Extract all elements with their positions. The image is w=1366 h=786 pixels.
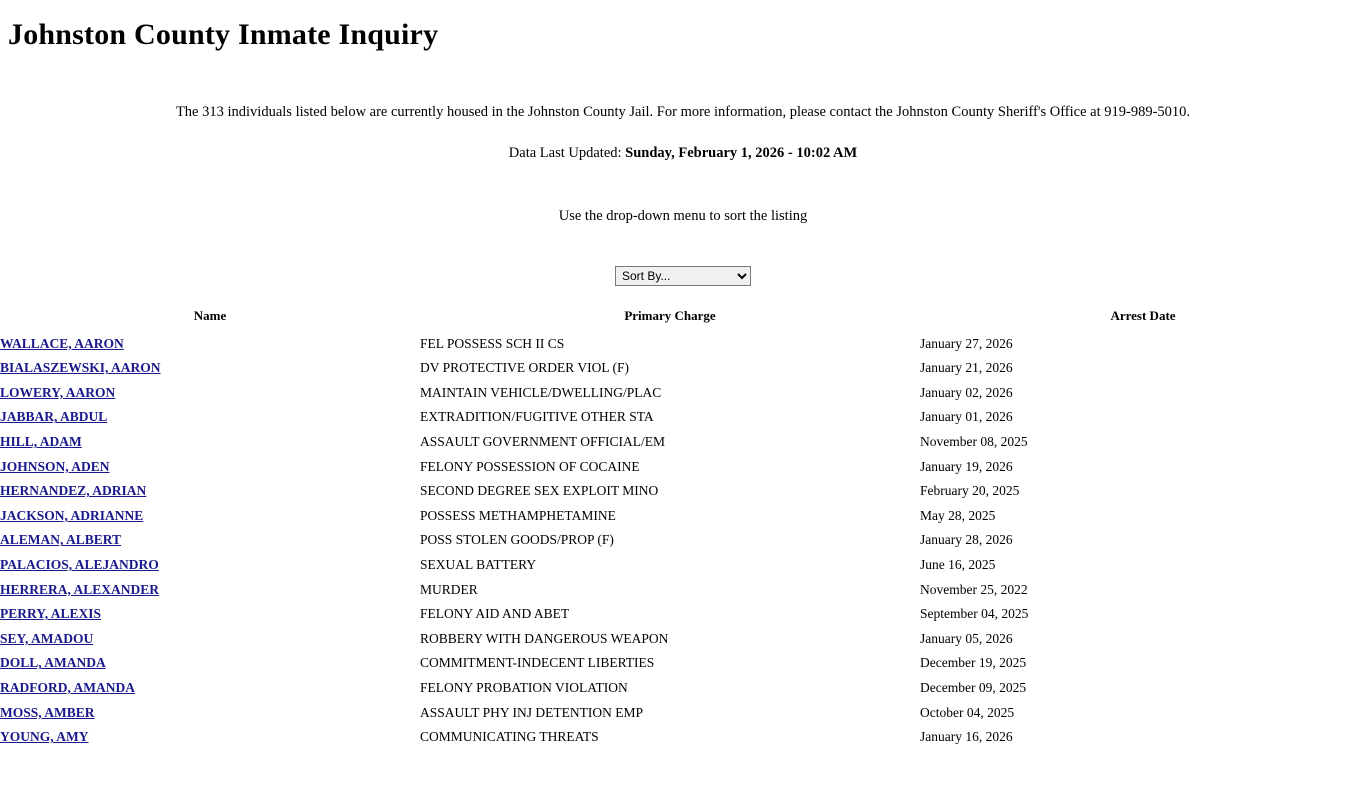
cell-primary-charge: MAINTAIN VEHICLE/DWELLING/PLAC — [420, 384, 662, 400]
cell-arrest-date: June 16, 2025 — [920, 557, 996, 573]
cell-arrest-date: November 25, 2022 — [920, 581, 1028, 597]
page-title: Johnston County Inmate Inquiry — [8, 18, 439, 51]
cell-primary-charge: SEXUAL BATTERY — [420, 557, 537, 573]
cell-primary-charge: SECOND DEGREE SEX EXPLOIT MINO — [420, 483, 659, 499]
inmate-link[interactable]: JOHNSON, ADEN — [0, 458, 110, 474]
cell-arrest-date: October 04, 2025 — [920, 704, 1015, 720]
cell-arrest-date: January 19, 2026 — [920, 458, 1013, 474]
table-row — [0, 700, 1366, 725]
cell-arrest-date: January 16, 2026 — [920, 729, 1013, 745]
inmate-link[interactable]: BIALASZEWSKI, AARON — [0, 360, 161, 376]
cell-name — [0, 528, 420, 553]
table-row — [0, 430, 1366, 455]
inmate-link[interactable]: JACKSON, ADRIANNE — [0, 507, 144, 523]
cell-primary-charge: ASSAULT GOVERNMENT OFFICIAL/EM — [420, 434, 666, 450]
column-header-name: Name — [193, 307, 227, 323]
table-row — [0, 627, 1366, 652]
column-header-charge: Primary Charge — [624, 307, 716, 323]
cell-arrest-date: November 08, 2025 — [920, 434, 1028, 450]
cell-primary-charge: FEL POSSESS SCH II CS — [420, 335, 565, 351]
table-row — [0, 479, 1366, 504]
table-body — [0, 332, 1366, 750]
cell-primary-charge: ROBBERY WITH DANGEROUS WEAPON — [420, 630, 669, 646]
inmate-link[interactable]: PALACIOS, ALEJANDRO — [0, 557, 159, 573]
table-row — [0, 356, 1366, 381]
inmate-link[interactable]: RADFORD, AMANDA — [0, 680, 135, 695]
table-row — [0, 381, 1366, 406]
inmate-link[interactable]: LOWERY, AARON — [0, 384, 116, 400]
cell-primary-charge: MURDER — [420, 581, 478, 597]
cell-primary-charge: FELONY AID AND ABET — [420, 606, 570, 622]
intro-block — [0, 102, 1366, 165]
cell-arrest-date: January 27, 2026 — [920, 335, 1013, 351]
cell-name — [0, 700, 420, 725]
last-updated-value: Sunday, February 1, 2026 - 10:02 AM — [625, 144, 858, 161]
table-row — [0, 332, 1366, 357]
inmate-link[interactable]: WALLACE, AARON — [0, 335, 124, 351]
cell-arrest-date: January 01, 2026 — [920, 409, 1013, 425]
cell-primary-charge: DV PROTECTIVE ORDER VIOL (F) — [420, 360, 629, 376]
inmate-link[interactable]: MOSS, AMBER — [0, 704, 95, 720]
cell-primary-charge: ASSAULT PHY INJ DETENTION EMP — [420, 704, 644, 720]
inmate-link[interactable]: HERRERA, ALEXANDER — [0, 581, 160, 597]
sort-instruction: Use the drop-down menu to sort the listing — [558, 207, 808, 224]
inmate-link[interactable]: ALEMAN, ALBERT — [0, 532, 122, 548]
sort-select-wrapper — [0, 266, 1366, 286]
inmate-link[interactable]: HERNANDEZ, ADRIAN — [0, 483, 147, 499]
cell-arrest-date: January 28, 2026 — [920, 532, 1013, 548]
intro-text: The 313 individuals listed below are currently housed in the Johnston County Jail. For more information, please contact the Johnston County Sheriff's Office at 919-989-5010. — [175, 104, 1191, 120]
inmate-link[interactable]: SEY, AMADOU — [0, 630, 94, 646]
cell-name — [0, 356, 420, 381]
table-header-row — [0, 308, 1366, 332]
inmate-link[interactable]: YOUNG, AMY — [0, 729, 89, 745]
cell-name — [0, 553, 420, 578]
cell-name — [0, 676, 420, 701]
table-row — [0, 405, 1366, 430]
inmate-link[interactable]: HILL, ADAM — [0, 434, 82, 450]
cell-name — [0, 627, 420, 652]
cell-arrest-date: December 09, 2025 — [920, 680, 1027, 695]
inmate-link[interactable]: PERRY, ALEXIS — [0, 606, 102, 622]
table-row — [0, 454, 1366, 479]
table-row — [0, 602, 1366, 627]
inmate-inquiry-page — [0, 18, 1366, 750]
table-row — [0, 577, 1366, 602]
last-updated — [0, 143, 1366, 165]
cell-primary-charge: FELONY PROBATION VIOLATION — [420, 680, 628, 695]
inmate-link[interactable]: DOLL, AMANDA — [0, 655, 106, 671]
cell-arrest-date: December 19, 2025 — [920, 655, 1027, 671]
cell-name — [0, 479, 420, 504]
cell-name — [0, 454, 420, 479]
cell-primary-charge: EXTRADITION/FUGITIVE OTHER STA — [420, 409, 654, 425]
table-row — [0, 553, 1366, 578]
cell-name — [0, 651, 420, 676]
cell-primary-charge: FELONY POSSESSION OF COCAINE — [420, 458, 640, 474]
cell-arrest-date: May 28, 2025 — [920, 507, 996, 523]
last-updated-label: Data Last Updated: — [508, 144, 622, 161]
cell-arrest-date: January 05, 2026 — [920, 630, 1013, 646]
cell-primary-charge: POSS STOLEN GOODS/PROP (F) — [420, 532, 614, 548]
cell-name — [0, 430, 420, 455]
column-header-date: Arrest Date — [1110, 307, 1176, 323]
cell-name — [0, 577, 420, 602]
cell-name — [0, 725, 420, 750]
cell-name — [0, 405, 420, 430]
cell-arrest-date: January 21, 2026 — [920, 360, 1013, 376]
cell-arrest-date: September 04, 2025 — [920, 606, 1029, 622]
cell-name — [0, 381, 420, 406]
cell-primary-charge: POSSESS METHAMPHETAMINE — [420, 507, 616, 523]
cell-arrest-date: February 20, 2025 — [920, 483, 1020, 499]
table-row — [0, 676, 1366, 701]
cell-name — [0, 602, 420, 627]
cell-name — [0, 332, 420, 357]
cell-primary-charge: COMMUNICATING THREATS — [420, 729, 599, 745]
inmate-link[interactable]: JABBAR, ABDUL — [0, 409, 108, 425]
table-row — [0, 725, 1366, 750]
cell-name — [0, 504, 420, 529]
cell-arrest-date: January 02, 2026 — [920, 384, 1013, 400]
table-row — [0, 504, 1366, 529]
inmate-table — [0, 308, 1366, 750]
cell-primary-charge: COMMITMENT-INDECENT LIBERTIES — [420, 655, 655, 671]
sort-by-select[interactable] — [615, 266, 751, 286]
table-row — [0, 528, 1366, 553]
table-row — [0, 651, 1366, 676]
